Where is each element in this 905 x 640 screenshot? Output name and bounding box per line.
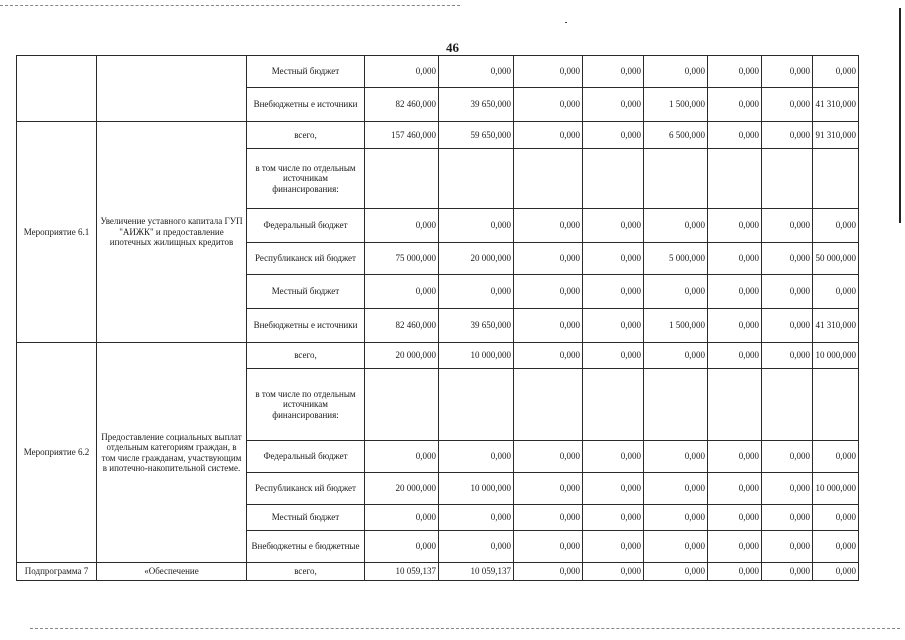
amount-cell: 20 000,000: [365, 473, 439, 505]
amount-cell: 0,000: [583, 275, 644, 309]
amount-cell: 0,000: [583, 563, 644, 581]
funding-source: в том числе по отдельным источникам финансирования:: [247, 369, 365, 441]
amount-cell: 0,000: [583, 122, 644, 149]
amount-cell: [813, 149, 859, 209]
activity-name: Увеличение уставного капитала ГУП "АИЖК" и предоставление ипотечных жилищных кредитов: [97, 122, 247, 343]
amount-cell: 0,000: [762, 122, 813, 149]
page-number: 46: [446, 40, 459, 55]
amount-cell: 0,000: [762, 531, 813, 563]
amount-cell: 41 310,000: [813, 88, 859, 122]
amount-cell: 0,000: [583, 531, 644, 563]
amount-cell: 0,000: [439, 441, 514, 473]
amount-cell: 0,000: [439, 209, 514, 243]
amount-cell: 0,000: [708, 441, 762, 473]
amount-cell: [583, 149, 644, 209]
amount-cell: 0,000: [583, 441, 644, 473]
funding-source: Местный бюджет: [247, 275, 365, 309]
amount-cell: [514, 369, 583, 441]
amount-cell: [365, 369, 439, 441]
amount-cell: 0,000: [514, 88, 583, 122]
amount-cell: 0,000: [813, 275, 859, 309]
scan-artifact-top: [0, 5, 460, 6]
amount-cell: 0,000: [813, 209, 859, 243]
amount-cell: 6 500,000: [644, 122, 708, 149]
amount-cell: 0,000: [514, 343, 583, 369]
amount-cell: 20 000,000: [365, 343, 439, 369]
table-row: [17, 122, 859, 149]
amount-cell: 5 000,000: [644, 243, 708, 275]
amount-cell: 0,000: [514, 441, 583, 473]
amount-cell: [439, 149, 514, 209]
amount-cell: 0,000: [708, 309, 762, 343]
amount-cell: 0,000: [813, 505, 859, 531]
amount-cell: 0,000: [762, 275, 813, 309]
amount-cell: [365, 149, 439, 209]
funding-source: Республиканск ий бюджет: [247, 243, 365, 275]
amount-cell: 10 059,137: [365, 563, 439, 581]
amount-cell: 0,000: [813, 531, 859, 563]
amount-cell: 39 650,000: [439, 88, 514, 122]
funding-source: Местный бюджет: [247, 505, 365, 531]
amount-cell: 0,000: [708, 343, 762, 369]
amount-cell: 157 460,000: [365, 122, 439, 149]
amount-cell: 0,000: [708, 531, 762, 563]
activity-code: Подпрограмма 7: [17, 563, 97, 581]
amount-cell: 0,000: [644, 505, 708, 531]
activity-code: Мероприятие 6.2: [17, 343, 97, 563]
amount-cell: [813, 369, 859, 441]
amount-cell: [514, 149, 583, 209]
amount-cell: 0,000: [514, 243, 583, 275]
amount-cell: 0,000: [708, 563, 762, 581]
amount-cell: 82 460,000: [365, 309, 439, 343]
amount-cell: 41 310,000: [813, 309, 859, 343]
amount-cell: 1 500,000: [644, 309, 708, 343]
table-row: [17, 343, 859, 369]
amount-cell: 0,000: [583, 243, 644, 275]
amount-cell: 0,000: [514, 473, 583, 505]
amount-cell: 0,000: [813, 563, 859, 581]
amount-cell: 0,000: [644, 209, 708, 243]
table-row: [17, 56, 859, 88]
amount-cell: 0,000: [708, 122, 762, 149]
amount-cell: 0,000: [762, 473, 813, 505]
amount-cell: 75 000,000: [365, 243, 439, 275]
amount-cell: 91 310,000: [813, 122, 859, 149]
funding-source: всего,: [247, 343, 365, 369]
activity-name: Предоставление социальных выплат отдельным категориям граждан, в том числе гражданам, участвующим в ипотечно-накопительной системе.: [97, 343, 247, 563]
budget-table: [16, 55, 859, 581]
amount-cell: 0,000: [644, 343, 708, 369]
amount-cell: 0,000: [762, 209, 813, 243]
activity-name: «Обеспечение: [97, 563, 247, 581]
amount-cell: 0,000: [439, 505, 514, 531]
amount-cell: 0,000: [514, 531, 583, 563]
amount-cell: 82 460,000: [365, 88, 439, 122]
amount-cell: 0,000: [583, 209, 644, 243]
amount-cell: 0,000: [583, 309, 644, 343]
funding-source: Внебюджетны е источники: [247, 88, 365, 122]
amount-cell: 0,000: [813, 441, 859, 473]
funding-source: Местный бюджет: [247, 56, 365, 88]
amount-cell: 0,000: [365, 275, 439, 309]
amount-cell: 0,000: [644, 275, 708, 309]
amount-cell: [583, 369, 644, 441]
amount-cell: 0,000: [583, 56, 644, 88]
amount-cell: 0,000: [708, 88, 762, 122]
amount-cell: 0,000: [644, 531, 708, 563]
amount-cell: 0,000: [583, 473, 644, 505]
funding-source: всего,: [247, 122, 365, 149]
amount-cell: 0,000: [514, 563, 583, 581]
amount-cell: 20 000,000: [439, 243, 514, 275]
funding-source: Федеральный бюджет: [247, 441, 365, 473]
amount-cell: [708, 369, 762, 441]
amount-cell: 0,000: [365, 531, 439, 563]
amount-cell: [439, 369, 514, 441]
amount-cell: 0,000: [365, 505, 439, 531]
amount-cell: 0,000: [514, 309, 583, 343]
funding-source: в том числе по отдельным источникам финансирования:: [247, 149, 365, 209]
amount-cell: 0,000: [708, 209, 762, 243]
amount-cell: [762, 149, 813, 209]
amount-cell: 39 650,000: [439, 309, 514, 343]
amount-cell: 0,000: [644, 563, 708, 581]
amount-cell: [644, 369, 708, 441]
activity-code: Мероприятие 6.1: [17, 122, 97, 343]
amount-cell: 0,000: [583, 505, 644, 531]
amount-cell: 0,000: [514, 209, 583, 243]
amount-cell: 0,000: [514, 505, 583, 531]
amount-cell: 0,000: [514, 56, 583, 88]
funding-source: Внебюджетны е источники: [247, 309, 365, 343]
funding-source: всего,: [247, 563, 365, 581]
amount-cell: 10 000,000: [439, 343, 514, 369]
amount-cell: 0,000: [583, 88, 644, 122]
amount-cell: 0,000: [644, 441, 708, 473]
amount-cell: 0,000: [762, 563, 813, 581]
scan-artifact-bottom: [30, 628, 900, 629]
amount-cell: 0,000: [762, 243, 813, 275]
amount-cell: 0,000: [708, 56, 762, 88]
amount-cell: 0,000: [708, 275, 762, 309]
table-row: [17, 563, 859, 581]
amount-cell: 0,000: [708, 505, 762, 531]
amount-cell: 1 500,000: [644, 88, 708, 122]
amount-cell: 0,000: [762, 309, 813, 343]
amount-cell: 0,000: [644, 56, 708, 88]
amount-cell: [708, 149, 762, 209]
amount-cell: 10 000,000: [813, 343, 859, 369]
amount-cell: 0,000: [583, 343, 644, 369]
amount-cell: 0,000: [439, 275, 514, 309]
activity-name: [97, 56, 247, 122]
amount-cell: 0,000: [708, 243, 762, 275]
amount-cell: [644, 149, 708, 209]
amount-cell: 0,000: [762, 56, 813, 88]
scan-artifact-dot: [565, 22, 567, 23]
amount-cell: 50 000,000: [813, 243, 859, 275]
funding-source: Внебюджетны е бюджетные: [247, 531, 365, 563]
amount-cell: 0,000: [365, 209, 439, 243]
funding-source: Федеральный бюджет: [247, 209, 365, 243]
amount-cell: 0,000: [439, 56, 514, 88]
amount-cell: 0,000: [762, 441, 813, 473]
amount-cell: 59 650,000: [439, 122, 514, 149]
amount-cell: 0,000: [365, 56, 439, 88]
amount-cell: 10 000,000: [813, 473, 859, 505]
amount-cell: 0,000: [514, 122, 583, 149]
amount-cell: 0,000: [762, 88, 813, 122]
amount-cell: 0,000: [439, 531, 514, 563]
amount-cell: 0,000: [762, 505, 813, 531]
amount-cell: 0,000: [762, 343, 813, 369]
amount-cell: 10 000,000: [439, 473, 514, 505]
activity-code: [17, 56, 97, 122]
amount-cell: 10 059,137: [439, 563, 514, 581]
amount-cell: 0,000: [813, 56, 859, 88]
amount-cell: 0,000: [365, 441, 439, 473]
amount-cell: 0,000: [644, 473, 708, 505]
amount-cell: 0,000: [708, 473, 762, 505]
funding-source: Республиканск ий бюджет: [247, 473, 365, 505]
amount-cell: 0,000: [514, 275, 583, 309]
amount-cell: [762, 369, 813, 441]
